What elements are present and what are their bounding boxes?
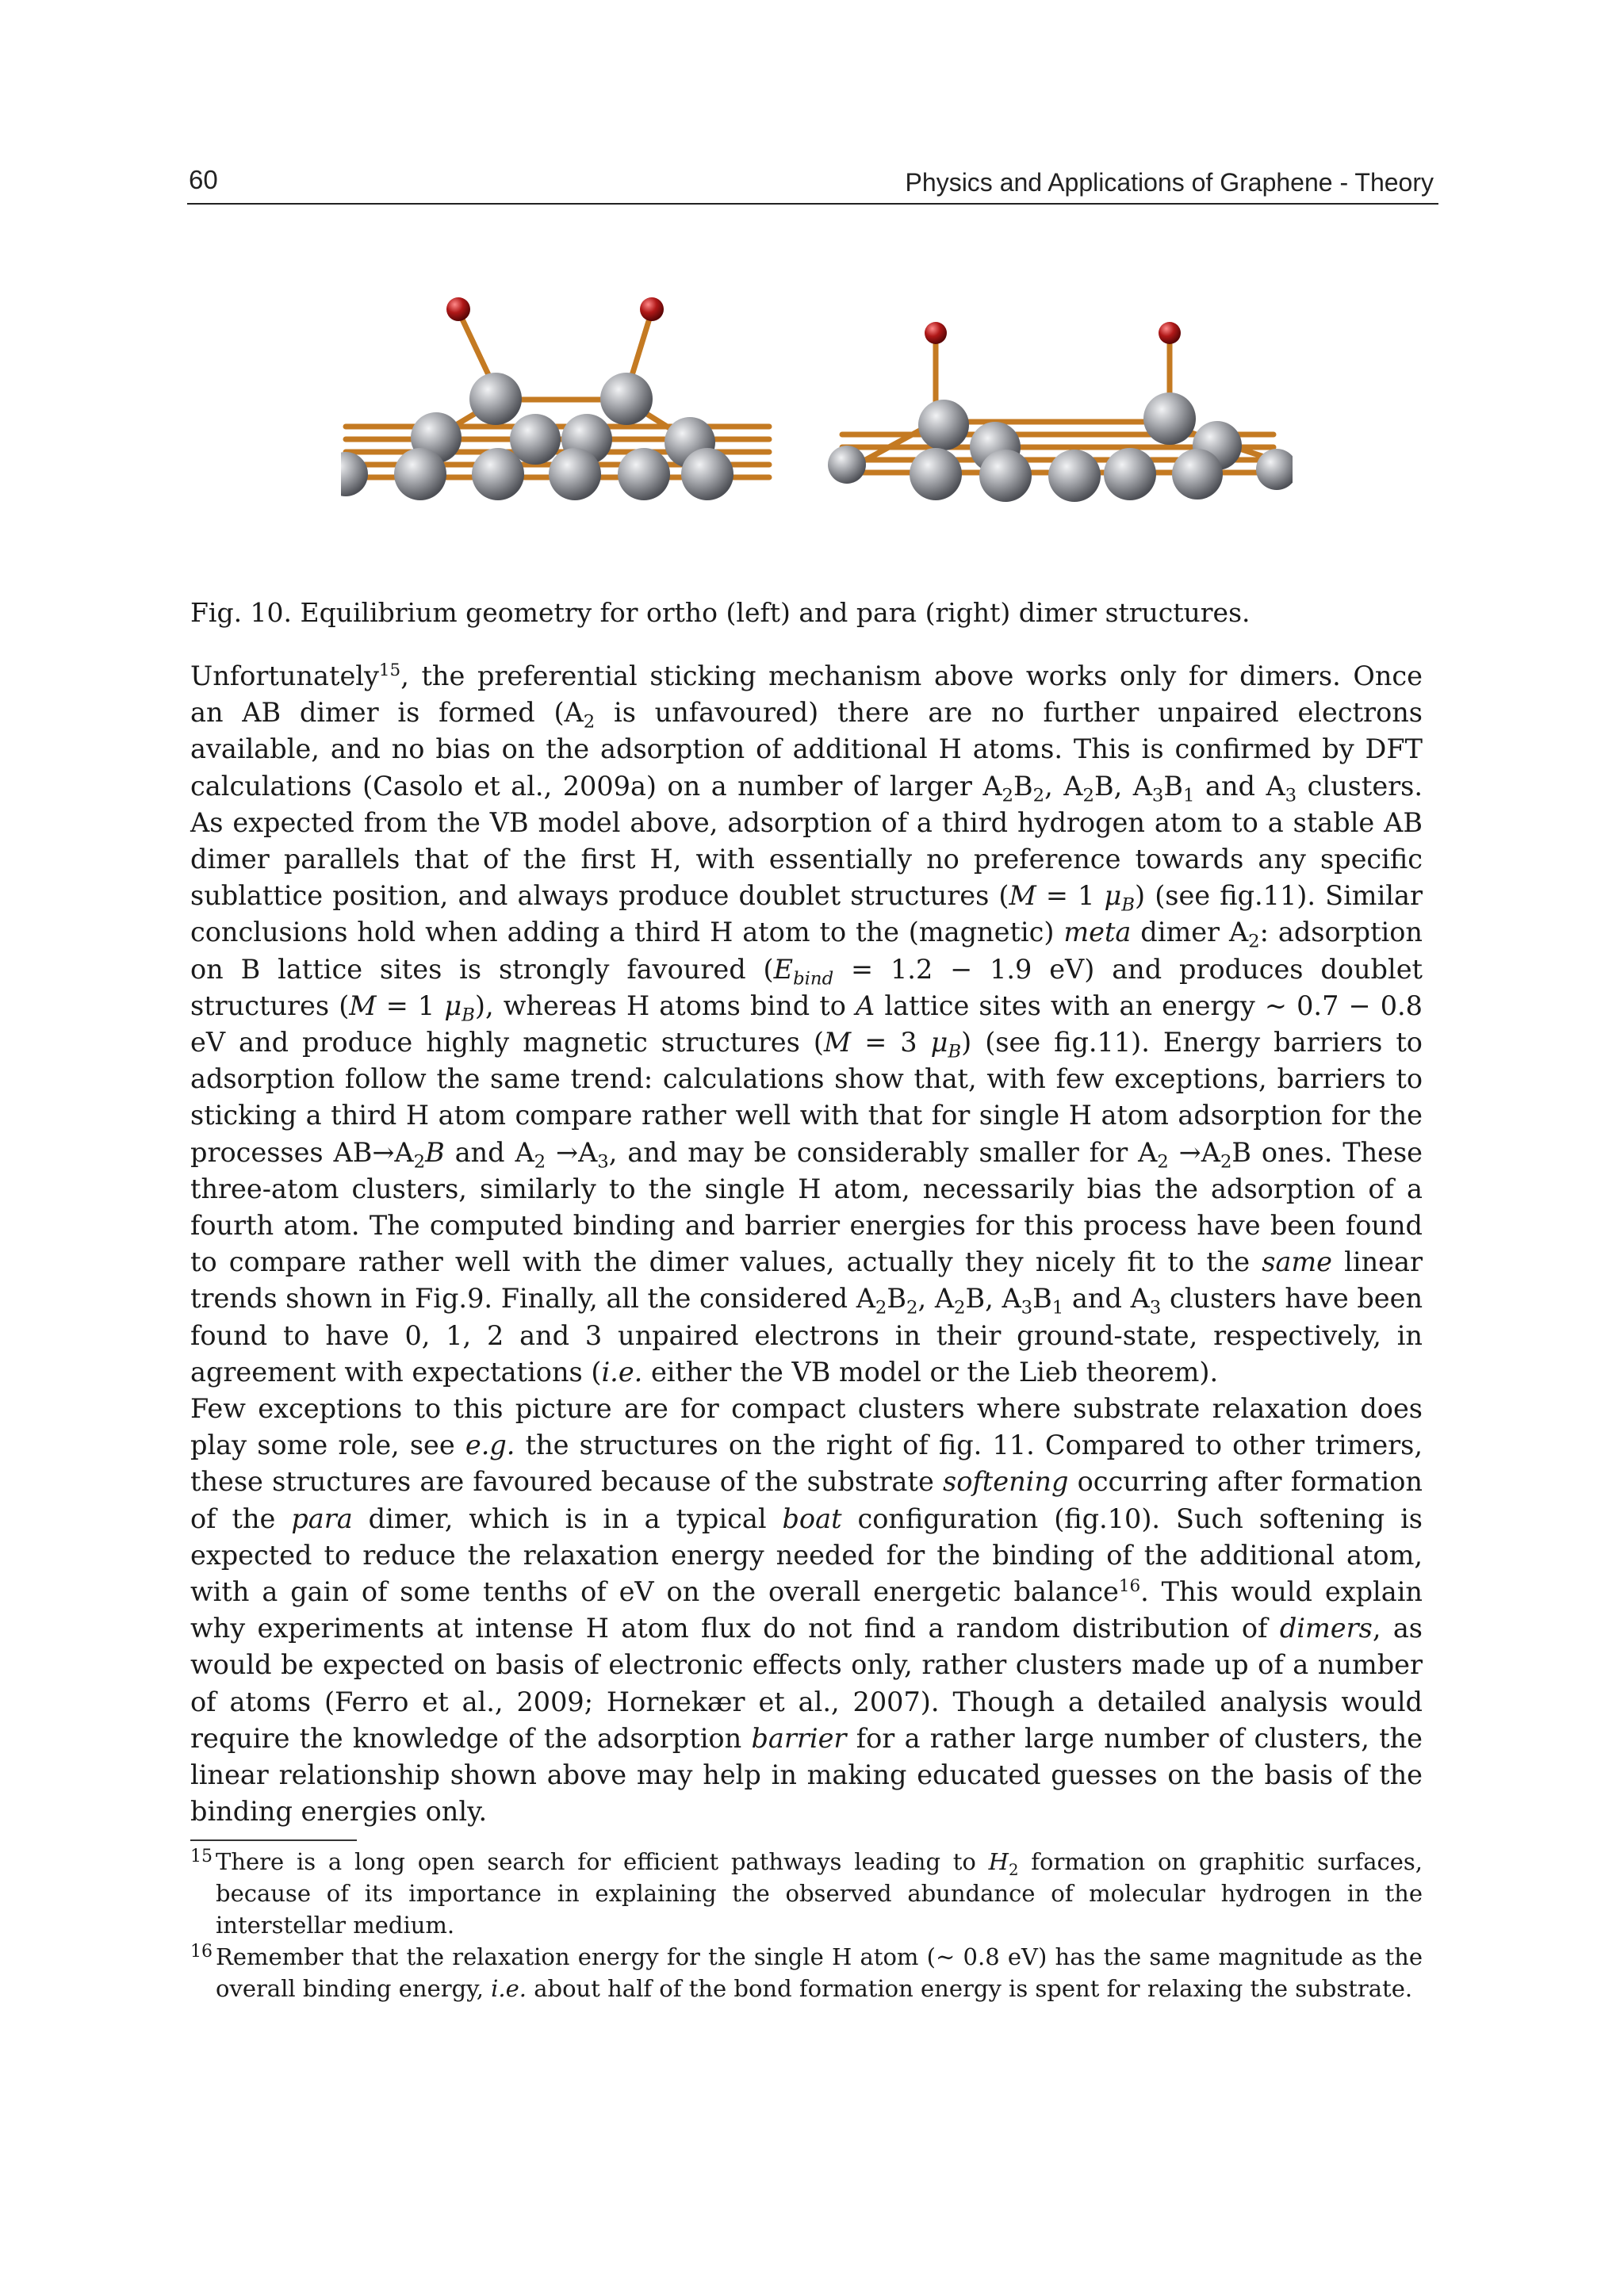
subscript [1121, 895, 1135, 916]
subscript: 2 [413, 1151, 426, 1173]
text-run: : adsorption on B lattice sites is strongly favoured ( [190, 917, 1423, 985]
emphasis: e.g. [465, 1430, 515, 1461]
subscript: 3 [1151, 785, 1164, 806]
footnote-number: 15 [190, 1847, 213, 1866]
text-run: B [1013, 770, 1033, 802]
text-run: about half of the bond formation energy is spent for relaxing the substrate. [527, 1975, 1413, 2002]
footnote-ref-16: 16 [1118, 1575, 1141, 1596]
subscript: 2 [1220, 1151, 1232, 1173]
text-run: . This would explain why experiments at intense H atom flux do not find a random distribution of [190, 1576, 1423, 1644]
text-run: ), whereas H atoms bind to [474, 990, 856, 1021]
subscript: 3 [597, 1151, 609, 1173]
text-run: ) (see fig.11). Similar conclusions hold when adding a third H atom to the (magnetic) [190, 880, 1423, 948]
text-run: occurring after formation of the [190, 1466, 1423, 1534]
emphasis: softening [943, 1466, 1069, 1498]
math-var: A [856, 990, 875, 1021]
math-var: B [425, 1136, 445, 1168]
text-run: ) (see fig.11). Energy barriers to adsorption follow the same trend: calculations show that, with few exceptions, barriers to sticking a third H atom compare rather well with that for single H atom adsorption for the processes AB→A [190, 1027, 1423, 1168]
math-var: M [349, 990, 377, 1021]
math-var: M [1009, 880, 1036, 912]
emphasis: same [1262, 1246, 1333, 1278]
figure-caption: Fig. 10. Equilibrium geometry for ortho (left) and para (right) dimer structures. [190, 597, 1251, 628]
text-run: B ones. These three-atom clusters, similarly to the single H atom, necessarily bias the adsorption of a fourth atom. The computed binding and barrier energies for this process have been found to compare rather well with the dimer values, actually they nicely fit to the [190, 1136, 1423, 1278]
math-var: M [823, 1027, 852, 1058]
text-run: →A [1168, 1136, 1220, 1168]
footnote-ref-15: 15 [378, 660, 401, 680]
text-run: There is a long open search for efficient pathways leading to [216, 1848, 989, 1875]
math-var: B [462, 1005, 475, 1026]
text-run: formation on graphitic surfaces, because of its importance in explaining the observed abundance of molecular hydrogen in the interstellar medium. [216, 1848, 1423, 1939]
subscript [948, 1042, 961, 1062]
subscript: 2 [1157, 1151, 1169, 1173]
text-run: clusters have been found to have 0, 1, 2 and 3 unpaired electrons in their ground-state, respectively, in agreement with expectations ( [190, 1283, 1423, 1388]
text-run: B, A [1094, 770, 1152, 802]
text-run: = 1.2 − 1.9 eV) and produces doublet structures ( [190, 953, 1423, 1021]
emphasis: barrier [751, 1722, 847, 1754]
subscript: 2 [1082, 785, 1094, 806]
text-run: Unfortunately [190, 660, 379, 691]
emphasis: meta [1063, 917, 1132, 948]
running-header [187, 165, 1438, 205]
math-var: B [948, 1041, 962, 1062]
math-var: B [1121, 894, 1136, 916]
subscript [793, 968, 833, 989]
math-var: μ [444, 990, 462, 1021]
text-run: configuration (fig.10). Such softening is expected to reduce the relaxation energy needed for the binding of the additional atom, with a gain of some tenths of eV on the overall energetic balance [190, 1503, 1423, 1608]
subscript: 2 [534, 1151, 546, 1173]
page-number: 60 [189, 165, 218, 194]
text-run: is unfavoured) there are no further unpaired electrons available, and no bias on the adsorption of additional H atoms. This is confirmed by DFT calculations (Casolo et al., 2009a) on a number of larger A [190, 697, 1423, 802]
paragraph-1 [190, 658, 1423, 1391]
subscript: 3 [1021, 1298, 1033, 1319]
paragraph-2 [190, 1391, 1423, 1830]
text-run: either the VB model or the Lieb theorem). [642, 1356, 1219, 1388]
text-run: B [1163, 770, 1184, 802]
text-run: Few exceptions to this picture are for compact clusters where substrate relaxation does play some role, see [190, 1393, 1423, 1461]
subscript [462, 1005, 475, 1026]
text-run: , the preferential sticking mechanism above works only for dimers. Once an AB dimer is formed (A [190, 660, 1423, 729]
math-var: H [988, 1848, 1009, 1875]
text-run: for a rather large number of clusters, the linear relationship shown above may help in making educated guesses on the basis of the binding energies only. [190, 1722, 1423, 1828]
footnote-16 [190, 1941, 1423, 2004]
text-run: lattice sites with an energy ∼ 0.7 − 0.8 eV and produce highly magnetic structures ( [190, 990, 1423, 1058]
dimer-structures-image [341, 290, 1293, 528]
figure-10 [341, 290, 1293, 528]
subscript: 2 [906, 1298, 918, 1319]
subscript: 1 [1183, 785, 1195, 806]
math-var: μ [1104, 880, 1122, 912]
ortho-dimer-model [341, 297, 769, 500]
text-run: = 1 [1036, 880, 1105, 912]
subscript: 2 [1248, 932, 1260, 953]
text-run: dimer, which is in a typical [352, 1503, 783, 1534]
text-run: and A [1194, 770, 1285, 802]
footnotes [190, 1846, 1423, 2004]
emphasis: para [291, 1503, 353, 1534]
text-run: →A [546, 1136, 598, 1168]
subscript: 2 [1032, 785, 1045, 806]
text-run: , A [917, 1283, 955, 1315]
footnote-15 [190, 1846, 1423, 1941]
math-var: bind [793, 968, 834, 990]
text-run: B [1032, 1283, 1052, 1315]
running-title: Physics and Applications of Graphene - Theory [905, 168, 1434, 197]
para-dimer-model [828, 322, 1293, 502]
emphasis: boat [782, 1503, 842, 1534]
emphasis: i.e. [491, 1975, 527, 2002]
text-run: and A [1063, 1283, 1150, 1315]
text-run: = 3 [851, 1027, 931, 1058]
emphasis: i.e. [601, 1356, 643, 1388]
text-run: clusters. As expected from the VB model above, adsorption of a third hydrogen atom to a stable AB dimer parallels that of the first H, with essentially no preference towards any specific sublattice position, and always produce doublet structures ( [190, 770, 1423, 912]
text-run: , and may be considerably smaller for A [608, 1136, 1158, 1168]
text-run: , A [1044, 770, 1083, 802]
subscript: 2 [1002, 785, 1014, 806]
subscript: 3 [1285, 785, 1297, 806]
text-run: B, A [965, 1283, 1021, 1315]
subscript: 1 [1051, 1298, 1064, 1319]
footnote-number: 16 [190, 1942, 213, 1962]
text-run: , as would be expected on basis of electronic effects only, rather clusters made up of a number of atoms (Ferro et al., 2009; Hornekær et al., 2007). Though a detailed analysis would require the knowledge of the adsorption [190, 1613, 1423, 1754]
text-run: dimer A [1131, 917, 1249, 948]
text-run: Remember that the relaxation energy for the single H atom (∼ 0.8 eV) has the same magnitude as the overall binding energy, [216, 1943, 1423, 2002]
math-var: μ [930, 1027, 948, 1058]
body-text [190, 658, 1423, 1831]
subscript: 2 [954, 1298, 966, 1319]
emphasis: dimers [1279, 1613, 1373, 1644]
subscript: 2 [583, 711, 596, 733]
text-run: the structures on the right of fig. 11. Compared to other trimers, these structures are favoured because of the substrate [190, 1430, 1423, 1498]
subscript: 3 [1149, 1298, 1162, 1319]
text-run: = 1 [376, 990, 445, 1021]
math-var: E [773, 953, 794, 985]
subscript: 2 [875, 1298, 887, 1319]
text-run: B [887, 1283, 907, 1315]
text-run: and A [444, 1136, 534, 1168]
text-run: linear trends shown in Fig.9. Finally, all the considered A [190, 1246, 1423, 1315]
subscript: 2 [1008, 1860, 1019, 1879]
footnote-rule [190, 1839, 357, 1841]
